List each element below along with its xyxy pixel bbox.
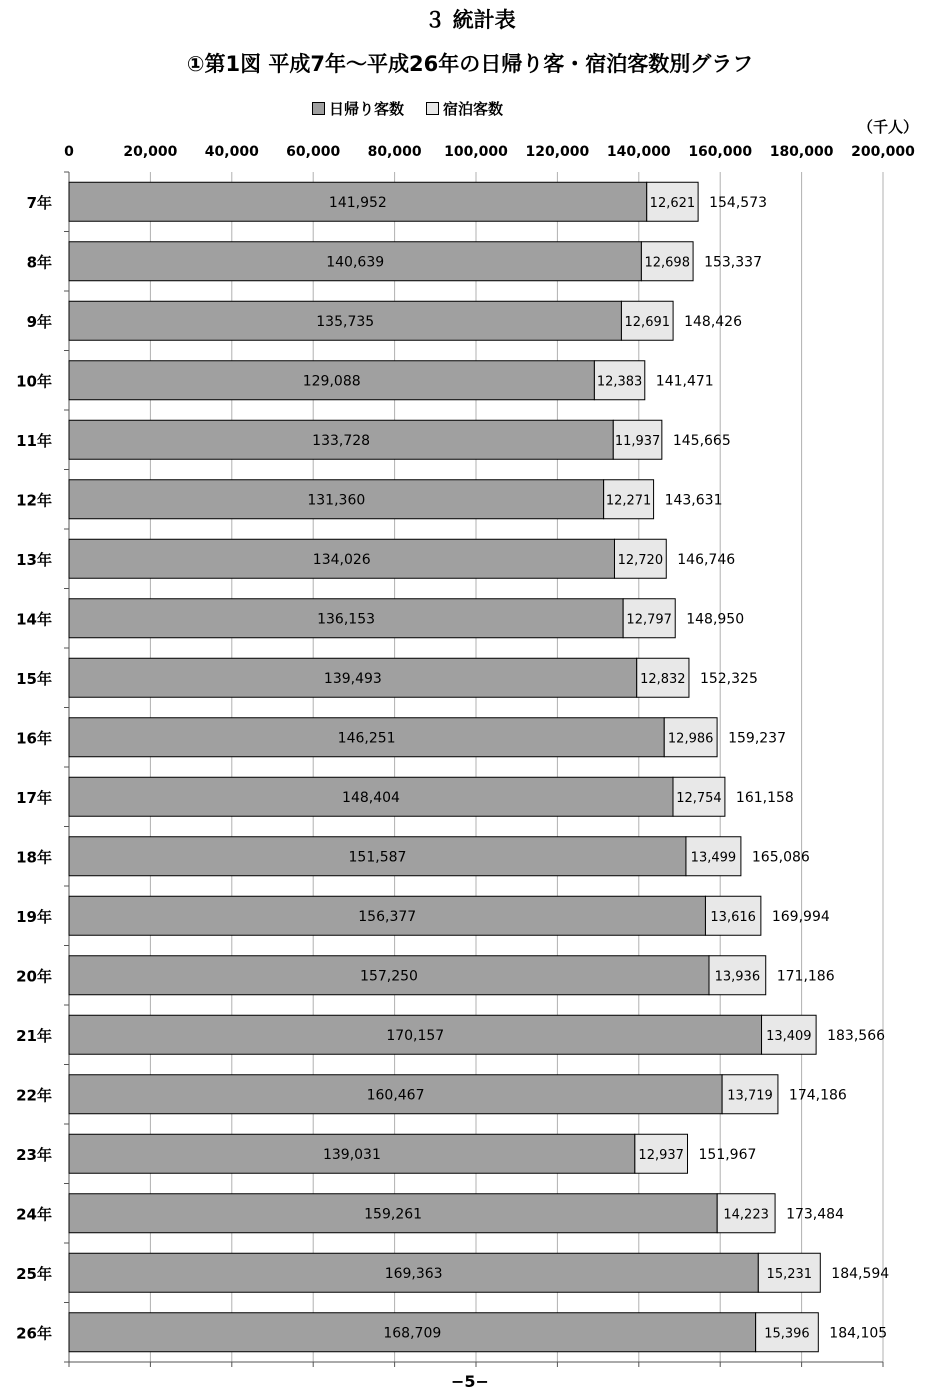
category-label-1: 8年 [26,253,52,272]
x-tick-label-4: 80,000 [367,144,422,160]
data-label-total-6: 146,746 [677,551,736,568]
data-label-total-17: 173,484 [786,1206,844,1223]
data-label-overnight-5: 12,271 [605,493,652,509]
data-label-day-trip-17: 159,261 [364,1206,423,1223]
data-label-total-13: 171,186 [776,968,835,985]
data-label-overnight-12: 13,616 [710,909,756,925]
category-label-9: 16年 [16,729,52,748]
page-number: −5− [451,1372,489,1391]
chart-title: ①第1図 平成7年～平成26年の日帰り客・宿泊客数別グラフ [186,52,754,76]
data-label-day-trip-6: 134,026 [312,551,371,568]
data-label-day-trip-2: 135,735 [316,313,375,330]
data-label-day-trip-7: 136,153 [317,611,376,628]
category-label-0: 7年 [26,193,52,212]
category-label-14: 21年 [16,1026,52,1045]
category-label-4: 11年 [16,431,52,450]
category-label-13: 20年 [16,967,52,986]
data-label-overnight-0: 12,621 [649,195,696,211]
x-tick-label-7: 140,000 [606,144,671,160]
category-label-16: 23年 [16,1145,52,1164]
data-label-total-8: 152,325 [699,670,758,687]
x-tick-label-8: 160,000 [688,144,753,160]
data-label-day-trip-13: 157,250 [360,968,418,985]
data-label-total-0: 154,573 [709,194,768,211]
x-tick-label-9: 180,000 [769,144,834,160]
x-tick-label-2: 40,000 [204,144,259,160]
data-label-day-trip-16: 139,031 [322,1146,381,1163]
category-label-10: 17年 [16,788,52,807]
data-label-total-5: 143,631 [664,492,723,509]
x-tick-label-10: 200,000 [851,144,915,160]
data-label-total-3: 141,471 [655,373,714,390]
data-label-total-19: 184,105 [829,1325,888,1342]
data-label-total-18: 184,594 [831,1265,890,1282]
category-label-5: 12年 [16,491,52,510]
data-label-day-trip-15: 160,467 [366,1087,425,1104]
data-label-overnight-1: 12,698 [644,255,690,271]
data-label-total-15: 174,186 [788,1087,847,1104]
data-label-overnight-3: 12,383 [596,374,643,390]
data-label-overnight-14: 13,409 [766,1028,812,1044]
data-label-day-trip-19: 168,709 [383,1325,442,1342]
data-label-day-trip-1: 140,639 [326,254,385,271]
section-title: ３ 統計表 [424,8,516,32]
data-label-overnight-17: 14,223 [723,1207,769,1223]
data-label-total-16: 151,967 [698,1146,757,1163]
data-label-overnight-13: 13,936 [714,969,761,985]
category-label-6: 13年 [16,550,52,569]
data-label-total-10: 161,158 [735,789,794,806]
data-label-day-trip-12: 156,377 [358,908,417,925]
data-label-overnight-10: 12,754 [676,790,722,806]
data-label-overnight-16: 12,937 [638,1147,684,1163]
data-label-overnight-6: 12,720 [617,552,664,568]
category-label-17: 24年 [16,1205,52,1224]
data-label-day-trip-0: 141,952 [328,194,387,211]
x-tick-label-3: 60,000 [286,144,341,160]
data-label-overnight-8: 12,832 [640,671,686,687]
data-label-overnight-7: 12,797 [626,612,672,628]
data-label-overnight-4: 11,937 [614,433,661,449]
category-label-18: 25年 [16,1264,52,1283]
category-label-7: 14年 [16,610,52,629]
data-label-day-trip-10: 148,404 [342,789,400,806]
data-label-day-trip-8: 139,493 [323,670,382,687]
data-label-total-14: 183,566 [827,1027,886,1044]
category-label-11: 18年 [16,848,52,867]
data-label-day-trip-3: 129,088 [302,373,361,390]
data-label-day-trip-5: 131,360 [307,492,366,509]
data-label-total-11: 165,086 [751,849,810,866]
data-label-total-1: 153,337 [704,254,762,271]
data-label-overnight-9: 12,986 [667,731,714,747]
data-label-total-12: 169,994 [771,908,830,925]
data-label-total-9: 159,237 [728,730,787,747]
category-label-2: 9年 [26,312,52,331]
x-tick-label-0: 0 [64,144,74,160]
data-label-total-2: 148,426 [684,313,743,330]
data-label-day-trip-11: 151,587 [348,849,407,866]
data-label-total-4: 145,665 [672,432,731,449]
legend-label-overnight: 宿泊客数 [443,100,504,118]
category-label-3: 10年 [16,372,52,391]
data-label-overnight-2: 12,691 [624,314,671,330]
category-label-12: 19年 [16,907,52,926]
legend-label-day-trip: 日帰り客数 [329,100,405,118]
category-label-19: 26年 [16,1324,52,1343]
category-label-15: 22年 [16,1086,52,1105]
data-label-overnight-19: 15,396 [764,1326,810,1342]
data-label-overnight-15: 13,719 [727,1088,773,1104]
x-tick-label-6: 120,000 [525,144,590,160]
category-label-8: 15年 [16,669,52,688]
data-label-overnight-11: 13,499 [690,850,737,866]
x-tick-label-5: 100,000 [444,144,508,160]
data-label-day-trip-4: 133,728 [312,432,371,449]
axis-unit-label: （千人） [858,118,919,136]
data-label-day-trip-18: 169,363 [384,1265,443,1282]
data-label-day-trip-9: 146,251 [337,730,396,747]
data-label-total-7: 148,950 [686,611,745,628]
data-label-overnight-18: 15,231 [766,1266,813,1282]
data-label-day-trip-14: 170,157 [386,1027,445,1044]
x-tick-label-1: 20,000 [123,144,178,160]
